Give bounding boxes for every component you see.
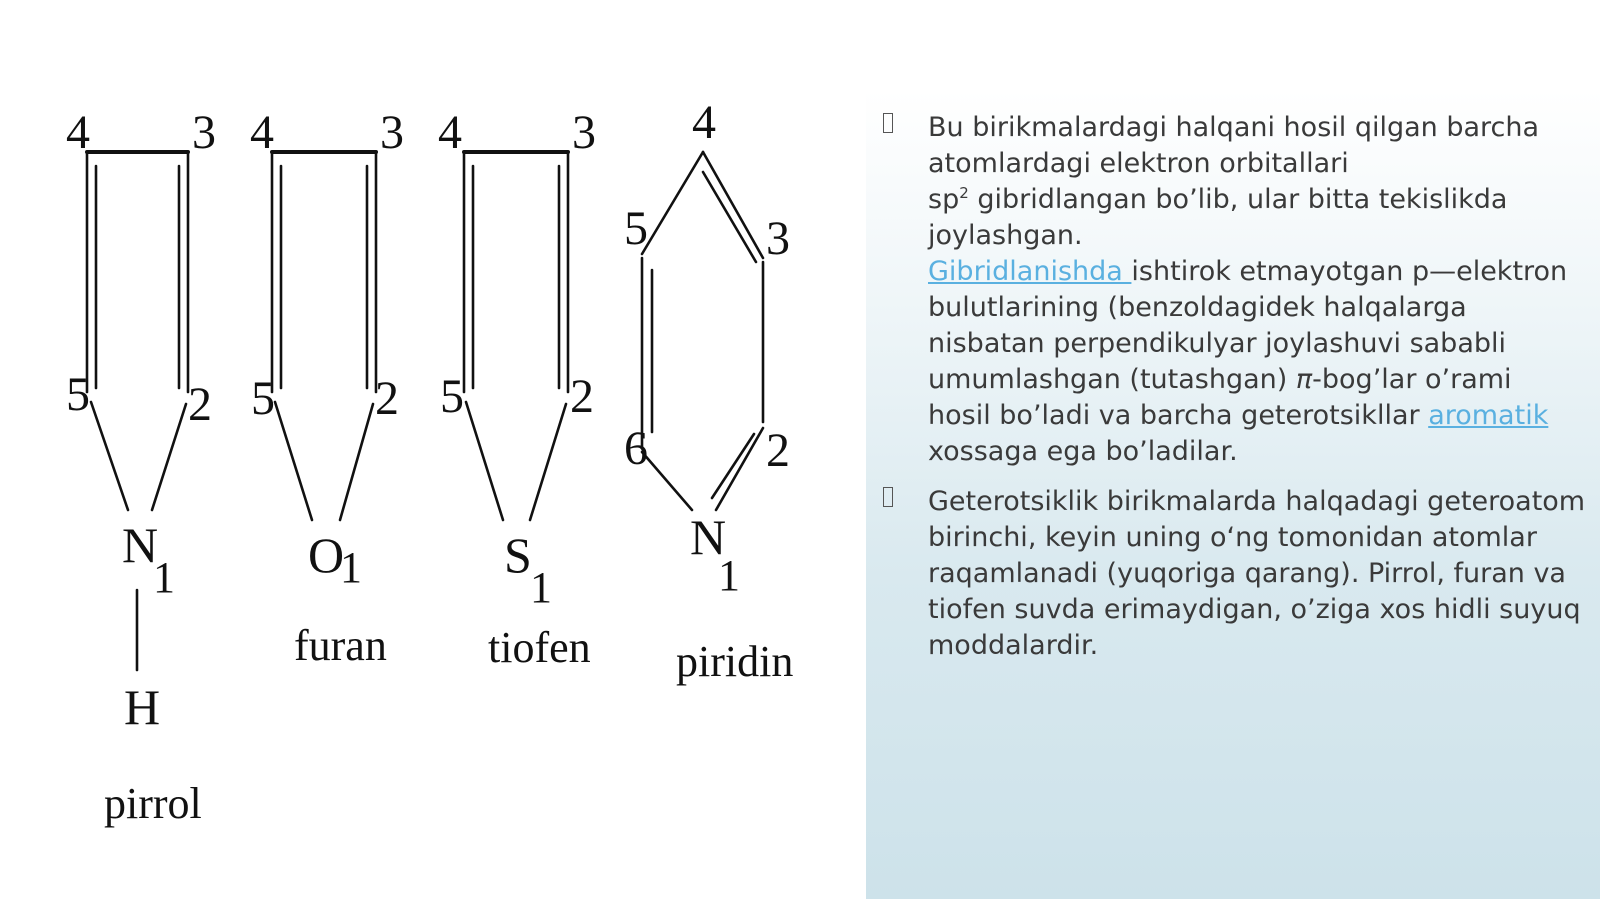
- furan-name: furan: [294, 621, 387, 670]
- text-panel: [866, 90, 1600, 899]
- link-gibridlanishda[interactable]: Gibridlanishda: [928, 256, 1132, 287]
- furan-heteroatom-O: O: [308, 527, 345, 583]
- furan-num-4: 4: [250, 106, 274, 159]
- link-aromatik[interactable]: aromatik: [1428, 400, 1549, 431]
- furan-num-5: 5: [251, 372, 275, 425]
- tiofen-num-1: 1: [530, 563, 552, 612]
- tiofen-num-3: 3: [572, 106, 596, 159]
- tiofen-num-4: 4: [438, 106, 462, 159]
- pirrol-hydrogen: H: [124, 679, 161, 735]
- bullet-marker-icon: [883, 113, 893, 133]
- piridin-num-4: 4: [692, 96, 716, 149]
- pirrol-name: pirrol: [104, 779, 202, 828]
- bullet-marker-icon: [883, 487, 893, 507]
- furan-num-3: 3: [380, 106, 404, 159]
- tiofen-heteroatom-S: S: [504, 527, 532, 583]
- pirrol-num-4: 4: [66, 106, 90, 159]
- pirrol-num-2: 2: [188, 378, 212, 431]
- piridin-num-2: 2: [766, 424, 790, 477]
- tiofen-name: tiofen: [488, 623, 591, 672]
- piridin-ring: [642, 152, 763, 510]
- pirrol-num-1: 1: [153, 553, 175, 602]
- bullet-list: [906, 110, 1594, 678]
- tiofen-num-2: 2: [570, 370, 594, 423]
- piridin-num-1: 1: [718, 551, 740, 600]
- tiofen-ring: [464, 152, 568, 520]
- pirrol-num-3: 3: [192, 106, 216, 159]
- piridin-num-5: 5: [624, 202, 648, 255]
- pirrol-num-5: 5: [66, 368, 90, 421]
- furan-ring: [272, 152, 376, 520]
- piridin-num-6: 6: [624, 422, 648, 475]
- pirrol-heteroatom-N: N: [122, 517, 159, 573]
- bullet-item-aromaticity: Bu birikmalardagi halqani hosil qilgan barcha atomlardagi elektron orbitallari $sp^2$ gibridlangan bo’lib, ular bitta tekislikda joylashgan. Gibridlanishda ishtirok etmayotgan p—elektron bulutlarining (benzoldagidek halqalarga nisbatan perpendikulyar joylashuvi sababli umumlashgan (tutashgan) π-bog’lar o’rami hosil bo’ladi va barcha geterotsikllar aromatik xossaga ega bo’ladilar.: [906, 110, 1594, 470]
- piridin-num-3: 3: [766, 212, 790, 265]
- piridin-heteroatom-N: N: [690, 509, 727, 565]
- piridin-name: piridin: [676, 637, 794, 686]
- tiofen-num-5: 5: [440, 370, 464, 423]
- furan-num-1: 1: [340, 543, 362, 592]
- bullet-item-numbering: Geterotsiklik birikmalarda halqadagi geteroatom birinchi, keyin uning o‘ng tomonidan atomlar raqamlanadi (yuqoriga qarang). Pirrol, furan va tiofen suvda erimaydigan, o’ziga xos hidli suyuq moddalardir.: [906, 484, 1594, 664]
- furan-num-2: 2: [375, 372, 399, 425]
